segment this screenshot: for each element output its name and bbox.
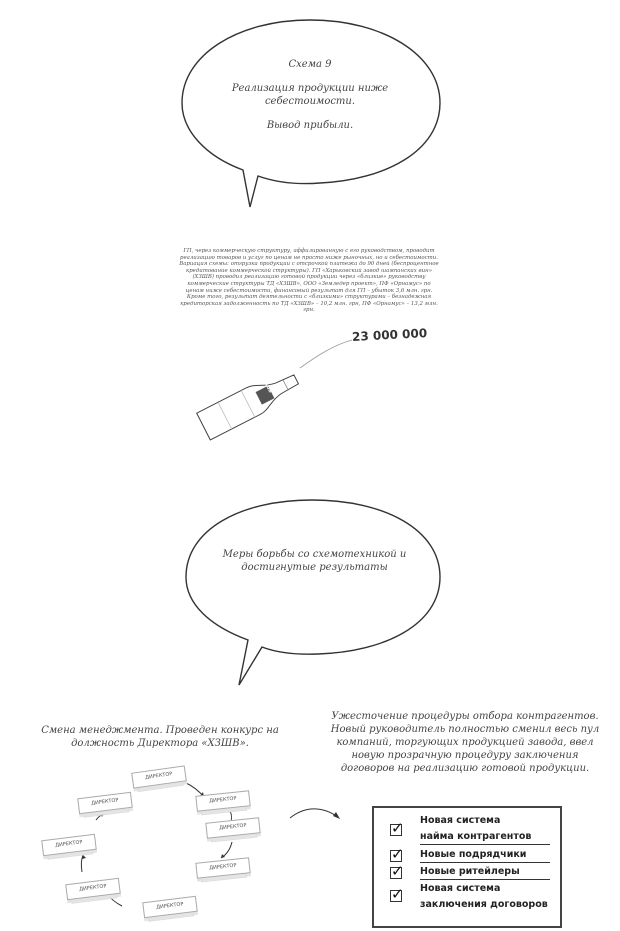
checklist-item-line2: найма контрагентов bbox=[420, 831, 532, 842]
bubble-bottom-text: Меры борьбы со схемотехникой и достигнутые результаты bbox=[222, 549, 407, 573]
money-trail-line bbox=[300, 340, 352, 368]
director-card: ДИРЕКТОР bbox=[77, 792, 133, 814]
director-card: ДИРЕКТОР bbox=[131, 765, 187, 788]
director-card: ДИРЕКТОР bbox=[142, 896, 198, 918]
scheme-note: Вывод прибыли. bbox=[266, 120, 354, 131]
champagne-bottle-icon bbox=[197, 366, 303, 440]
director-card: ДИРЕКТОР bbox=[195, 790, 250, 812]
underline bbox=[420, 862, 550, 863]
director-card: ДИРЕКТОР bbox=[65, 878, 121, 900]
director-card: ДИРЕКТОР bbox=[41, 834, 97, 856]
director-card: ДИРЕКТОР bbox=[195, 857, 250, 879]
bottle-label: ХЗШВ bbox=[260, 375, 274, 395]
curved-arrow-icon bbox=[290, 809, 338, 818]
checklist-board bbox=[372, 806, 562, 928]
contractor-selection-caption: Ужесточение процедуры отбора контрагентов. Новый руководитель полностью сменил весь пул компаний, торгующих продукцией завода, ввел новую прозрачную процедуру заключения договоров на реализацию готовой продукции. bbox=[330, 711, 600, 774]
check-mark-icon: ✓ bbox=[391, 845, 404, 863]
management-change-caption: Смена менеджмента. Проведен конкурс на должность Директора «ХЗШВ». bbox=[41, 725, 279, 749]
scheme-subtitle: Реализация продукции ниже себестоимости. bbox=[231, 83, 389, 107]
check-mark-icon: ✓ bbox=[391, 885, 404, 903]
check-mark-icon: ✓ bbox=[391, 862, 404, 880]
checklist-item-line1: Новая система bbox=[420, 883, 501, 894]
underline bbox=[420, 844, 550, 845]
checklist-item-line1: Новые подрядчики bbox=[420, 849, 527, 860]
bubble-top-text bbox=[230, 58, 390, 143]
checklist-item-line2: заключения договоров bbox=[420, 899, 548, 910]
speech-bubble-bottom bbox=[186, 500, 440, 685]
amount-figure: 23 000 000 bbox=[351, 326, 428, 344]
checklist-item-line1: Новые ритейлеры bbox=[420, 866, 520, 877]
scheme-description: ГП, через коммерческую структуру, аффилированную с его руководством, проводит реализацию товаров и услуг по ценам не просто ниже рыночных, но и себестоимости. Вариация схемы: отгрузка продукции с отсрочкой платежа до 90 дней (беспроцентное кредитование коммерческой структуры). ГП «Харьковский завод шампанских вин» (ХЗШВ) проводил реализацию готовой продукции через «близкие» руководству коммерческие структуры ТД «ХЗШВ», ООО «Земледер проект», ПФ «Орнамус» по ценам ниже себестоимости, финансовый результат для ГП – убыток 3,6 млн. грн. Кроме того, результат деятельности с «близкими» структурами – безнадежная кредиторская задолженность по ТД «ХЗШВ» – 10,2 млн. грн, ПФ «Орнамус» – 13,2 млн. грн. bbox=[179, 248, 439, 314]
scheme-title: Схема 9 bbox=[288, 59, 332, 70]
check-mark-icon: ✓ bbox=[391, 819, 404, 837]
checklist-item-line1: Новая система bbox=[420, 815, 501, 826]
underline bbox=[420, 879, 550, 880]
director-card: ДИРЕКТОР bbox=[205, 817, 260, 839]
